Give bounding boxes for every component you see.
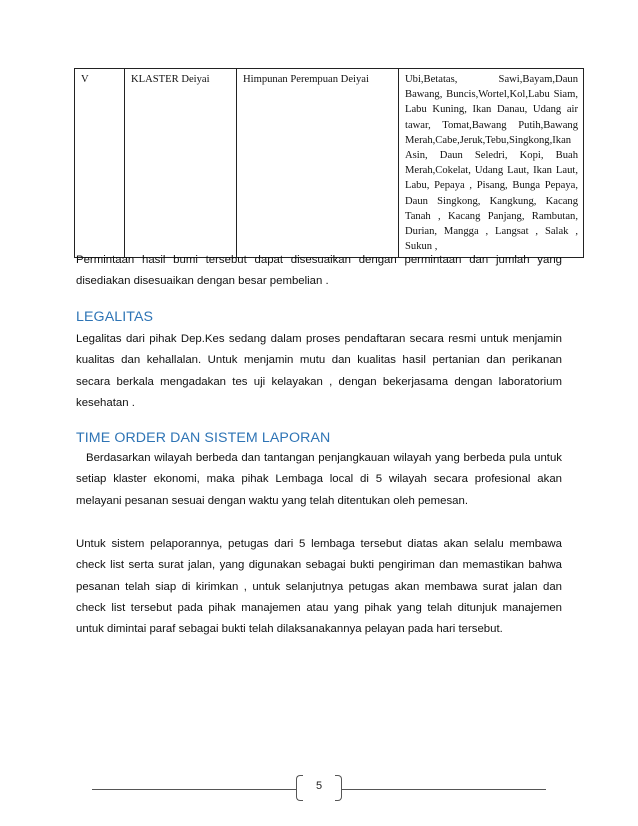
- cell-no: V: [75, 69, 125, 258]
- legalitas-heading: LEGALITAS: [76, 309, 154, 325]
- cell-himpunan: Himpunan Perempuan Deiyai: [237, 69, 399, 258]
- table-row: [75, 69, 584, 258]
- time-order-paragraph-1-text: Berdasarkan wilayah berbeda dan tantangan penjangkauan wilayah yang berbeda pula untuk setiap klaster ekonomi, maka pihak Lembaga local di 5 wilayah secara profesional akan melayani pesanan sesuai dengan waktu yang telah ditentukan oleh pemesan.: [76, 452, 562, 507]
- cell-komoditas: Ubi,Betatas, Sawi,Bayam,Daun Bawang, Buncis,Wortel,Kol,Labu Siam, Labu Kuning, Ikan Danau, Udang air tawar, Tomat,Bawang Putih,Bawang Merah,Cabe,Jeruk,Tebu,Singkong,Ikan Asin, Daun Seledri, Kopi, Buah Merah,Cokelat, Udang Laut, Ikan Laut, Labu, Pepaya , Pisang, Bunga Pepaya, Daun Singkong, Kangkung, Kacang Tanah , Kacang Panjang, Rambutan, Durian, Mangga , Langsat , Salak , Sukun ,: [399, 69, 584, 258]
- page-number: 5: [315, 780, 323, 792]
- time-order-paragraph-2: Untuk sistem pelaporannya, petugas dari 5 lembaga tersebut diatas akan selalu membawa check list serta surat jalan, yang digunakan sebagai bukti pengiriman dan memastikan bahwa pesanan telah siap di kirimkan , untuk selanjutnya petugas akan membawa surat jalan dan check list tersebut pada pihak manajemen atau yang pihak yang telah ditunjuk manajemen untuk dimintai paraf sebagai bukti telah dilaksanakannya pelayan pada hari tersebut.: [76, 538, 562, 636]
- time-order-paragraph-1: [76, 448, 562, 512]
- klaster-table: [74, 68, 584, 258]
- time-order-heading: TIME ORDER DAN SISTEM LAPORAN: [76, 430, 331, 446]
- legalitas-paragraph: Legalitas dari pihak Dep.Kes sedang dalam proses pendaftaran secara resmi untuk menjamin kualitas dan kehallalan. Untuk menjamin mutu dan kualitas hasil pertanian dan perikanan secara berkala mengadakan tes uji kelayakan , dengan bekerjasama dengan laboratorium kesehatan .: [76, 333, 562, 409]
- permintaan-paragraph: Permintaan hasil bumi tersebut dapat disesuaikan dengan permintaan dan jumlah yang disediakan disesuaikan dengan besar pembelian .: [76, 254, 562, 288]
- cell-klaster: KLASTER Deiyai: [125, 69, 237, 258]
- footer-rule-right: [342, 789, 546, 790]
- page-number-box: [296, 775, 342, 801]
- footer-rule-left: [92, 789, 296, 790]
